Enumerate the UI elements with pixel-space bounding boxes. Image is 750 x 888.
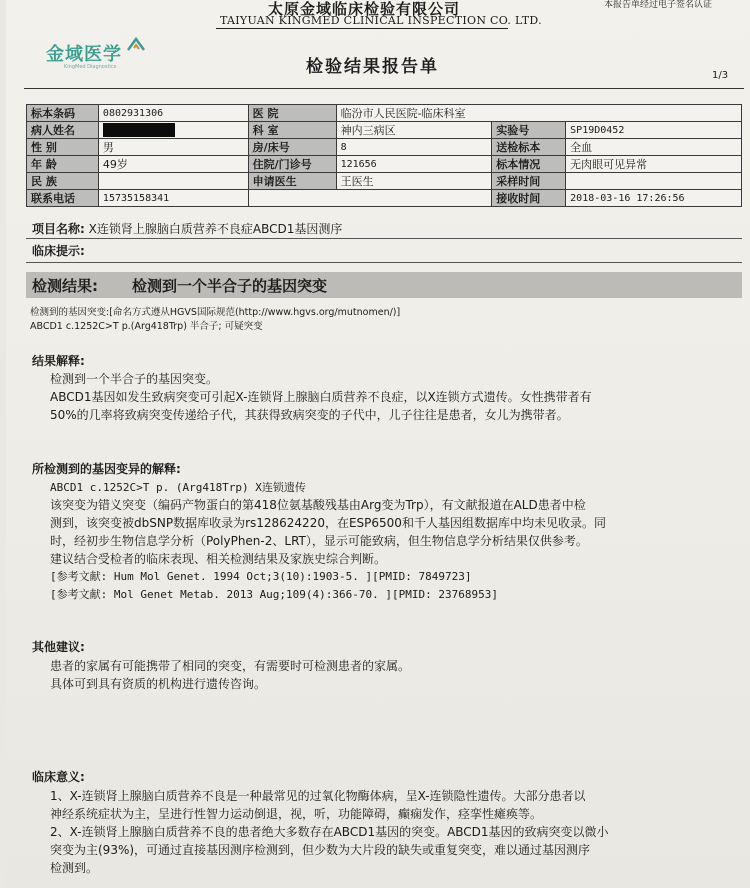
logo-text: 金域医学 bbox=[46, 44, 122, 65]
interpretation-line: ABCD1基因如发生致病突变可引起X-连锁肾上腺脑白质营养不良症，以X连锁方式遗传。女性携带者有 bbox=[50, 390, 592, 404]
variant-interp-line: 时，经初步生物信息学分析（PolyPhen-2、LRT），显示可能致病，但生物信息学分析结果仅供参考。 bbox=[50, 534, 588, 548]
result-value: 检测到一个半合子的基因突变 bbox=[132, 277, 328, 295]
interpretation-line: 检测到一个半合子的基因突变。 bbox=[50, 372, 219, 386]
inpatient-label: 住院/门诊号 bbox=[248, 156, 336, 173]
redaction-block bbox=[103, 123, 175, 137]
ethnicity-label: 民 族 bbox=[27, 173, 99, 190]
condition-label: 标本情况 bbox=[492, 156, 566, 173]
variant-interp-line: 建议结合受检者的临床表现、相关检测结果及家族史综合判断。 bbox=[50, 552, 387, 566]
company-name-en: TAIYUAN KINGMED CLINICAL INSPECTION CO. LTD. bbox=[220, 14, 542, 27]
sex-label: 性 别 bbox=[27, 139, 99, 156]
ethnicity-value bbox=[98, 173, 248, 190]
specimen-no-value: 0802931306 bbox=[98, 105, 248, 122]
phone-label: 联系电话 bbox=[27, 190, 99, 207]
company-name-cn: 太原金域临床检验有限公司 bbox=[268, 0, 461, 18]
divider bbox=[26, 238, 742, 239]
variant-interp-header: ABCD1 c.1252C>T p. (Arg418Trp) X连锁遗传 bbox=[50, 481, 306, 494]
patient-info-table bbox=[26, 104, 742, 207]
significance-title: 临床意义: bbox=[32, 770, 85, 784]
report-page bbox=[6, 0, 750, 888]
advice-title: 其他建议: bbox=[32, 640, 85, 654]
hospital-label: 医 院 bbox=[248, 105, 336, 122]
patient-name-value bbox=[98, 122, 248, 139]
advice-line: 患者的家属有可能携带了相同的突变，有需要时可检测患者的家属。 bbox=[50, 659, 411, 673]
receive-time-label: 接收时间 bbox=[492, 190, 566, 207]
report-title: 检验结果报告单 bbox=[306, 57, 439, 77]
interpretation-title: 结果解释: bbox=[32, 354, 85, 368]
specimen-no-label: 标本条码 bbox=[27, 105, 99, 122]
sample-value: 全血 bbox=[566, 139, 742, 156]
blank-cell bbox=[336, 190, 492, 207]
collect-time-label: 采样时间 bbox=[492, 173, 566, 190]
variant-nomenclature: 检测到的基因突变:[命名方式遵从HGVS国际规范(http://www.hgvs.org/mutnomen/)] bbox=[30, 307, 401, 318]
interpretation-line: 50%的几率将致病突变传递给子代，其获得致病突变的子代中，儿子往往是患者，女儿为携带者。 bbox=[50, 408, 569, 422]
test-item-label: 项目名称: bbox=[32, 222, 85, 236]
variant-interp-line: 该突变为错义突变（编码产物蛋白的第418位氨基酸残基由Arg变为Trp），有文献报道在ALD患者中检 bbox=[50, 498, 586, 512]
e-signature-note: 本报告单经过电子签名认证 bbox=[604, 0, 713, 10]
reference-line: [参考文献: Mol Genet Metab. 2013 Aug;109(4):366-70. ][PMID: 23768953] bbox=[50, 588, 498, 601]
variant-summary: ABCD1 c.1252C>T p.(Arg418Trp) 半合子; 可疑突变 bbox=[30, 321, 263, 332]
age-value: 49岁 bbox=[98, 156, 248, 173]
significance-line: 2、X-连锁肾上腺脑白质营养不良的患者绝大多数存在ABCD1基因的突变。ABCD1基因的致病突变以微小 bbox=[50, 825, 609, 839]
inpatient-value: 121656 bbox=[336, 156, 492, 173]
condition-value: 无肉眼可见异常 bbox=[566, 156, 742, 173]
sex-value: 男 bbox=[98, 139, 248, 156]
result-label: 检测结果: bbox=[32, 277, 98, 295]
variant-interp-title: 所检测到的基因变异的解释: bbox=[32, 462, 181, 476]
logo-mark-icon bbox=[126, 36, 146, 56]
significance-line: 突变为主(93%)，可通过直接基因测序检测到，但少数为大片段的缺失或重复突变，难以通过基因测序 bbox=[50, 843, 591, 857]
doctor-label: 申请医生 bbox=[248, 173, 336, 190]
bed-label: 房/床号 bbox=[248, 139, 336, 156]
company-logo bbox=[46, 36, 156, 76]
page-number: 1/3 bbox=[712, 70, 729, 81]
phone-value: 15735158341 bbox=[98, 190, 248, 207]
reference-line: [参考文献: Hum Mol Genet. 1994 Oct;3(10):1903-5. ][PMID: 7849723] bbox=[50, 570, 472, 583]
exp-no-value: SP19D0452 bbox=[566, 122, 742, 139]
sample-label: 送检标本 bbox=[492, 139, 566, 156]
dept-label: 科 室 bbox=[248, 122, 336, 139]
significance-line: 1、X-连锁肾上腺脑白质营养不良是一种最常见的过氧化物酶体病，呈X-连锁隐性遗传。大部分患者以 bbox=[50, 789, 586, 803]
exp-no-label: 实验号 bbox=[492, 122, 566, 139]
variant-interp-line: 测到，该突变被dbSNP数据库收录为rs128624220，在ESP6500和千人基因组数据库中均未见收录。同 bbox=[50, 516, 606, 530]
logo-subtitle: KingMed Diagnostics bbox=[64, 64, 117, 70]
test-item bbox=[32, 220, 342, 237]
collect-time-value bbox=[566, 173, 742, 190]
test-item-value: X连锁肾上腺脑白质营养不良症ABCD1基因测序 bbox=[88, 222, 343, 236]
clinical-hint-label: 临床提示: bbox=[32, 244, 85, 258]
patient-name-label: 病人姓名 bbox=[27, 122, 99, 139]
significance-line: 检测到。 bbox=[50, 861, 99, 875]
hospital-value: 临汾市人民医院-临床科室 bbox=[336, 105, 741, 122]
doctor-value: 王医生 bbox=[336, 173, 492, 190]
dept-value: 神内三病区 bbox=[336, 122, 492, 139]
result-bar bbox=[26, 272, 742, 298]
header-divider bbox=[24, 88, 744, 89]
company-underline bbox=[216, 28, 508, 29]
divider bbox=[26, 262, 742, 263]
significance-line: 神经系统症状为主，呈进行性智力运动倒退，视，听，功能障碍，癫痫发作，痉挛性瘫痪等。 bbox=[50, 807, 543, 821]
bed-value: 8 bbox=[336, 139, 492, 156]
receive-time-value: 2018-03-16 17:26:56 bbox=[566, 190, 742, 207]
age-label: 年 龄 bbox=[27, 156, 99, 173]
advice-line: 具体可到具有资质的机构进行遗传咨询。 bbox=[50, 677, 267, 691]
blank-cell bbox=[248, 190, 336, 207]
